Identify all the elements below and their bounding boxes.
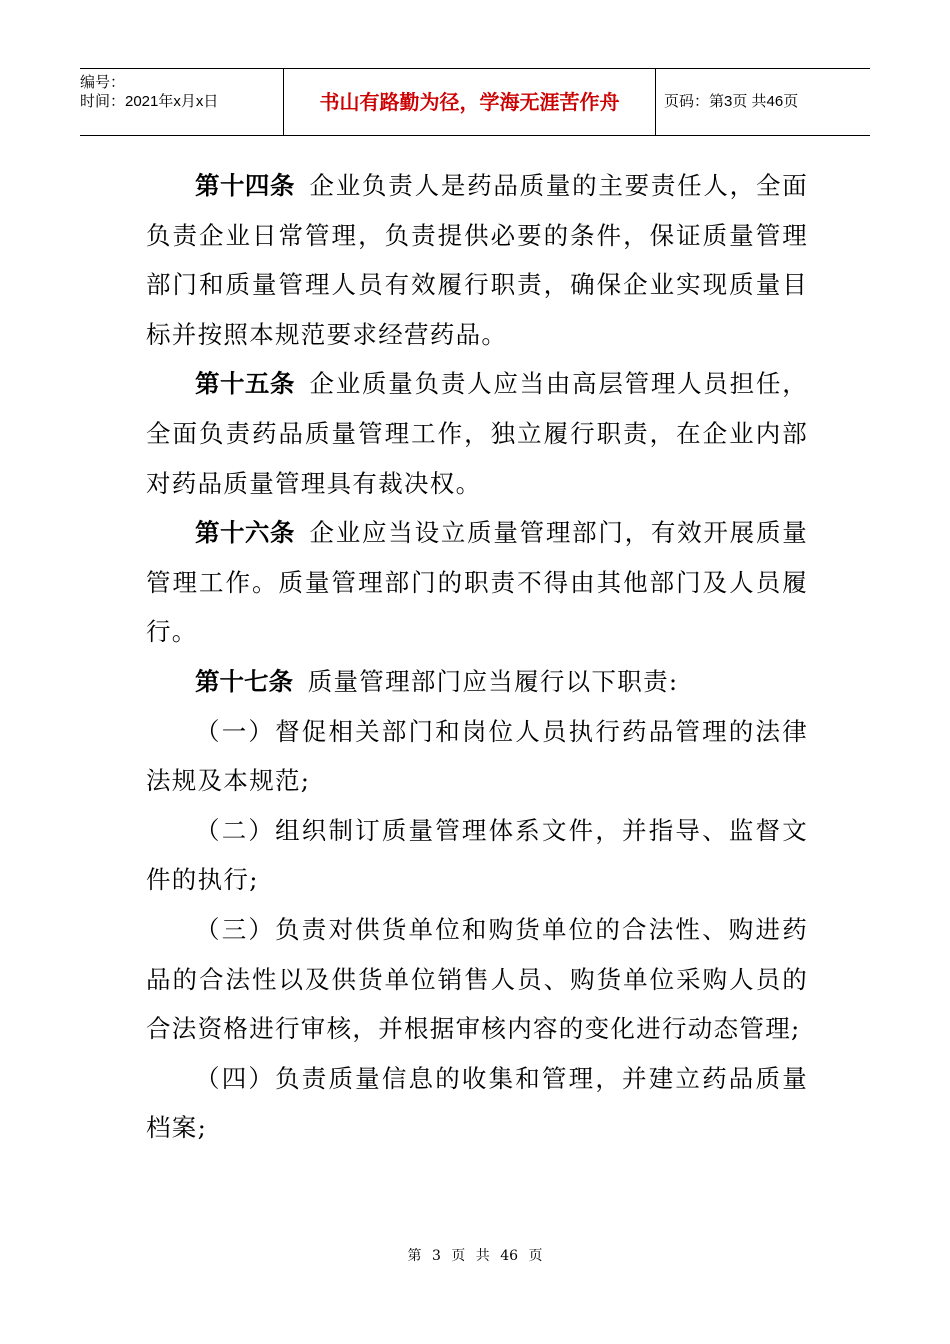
list-item-2 [146,806,808,905]
list-item-1 [146,707,808,806]
paragraph-article-15 [146,359,808,508]
article-number: 第十五条 [195,369,295,399]
header-meta [80,69,284,135]
list-item-text: （四）负责质量信息的收集和管理，并建立药品质量档案; [146,1063,808,1143]
document-time: 时间：2021年x月x日 [80,93,219,110]
list-item-text: （二）组织制订质量管理体系文件，并指导、监督文件的执行; [146,815,808,895]
article-number: 第十七条 [195,666,293,696]
article-number: 第十六条 [195,518,295,548]
header-page-info: 页码：第3页 共46页 [664,93,799,110]
document-body [146,161,808,1153]
page-footer: 第 3 页 共 46 页 [407,1248,543,1264]
list-item-3 [146,905,808,1054]
list-item-text: （一）督促相关部门和岗位人员执行药品管理的法律法规及本规范; [146,716,808,796]
paragraph-text: 企业应当设立质量管理部门，有效开展质量管理工作。质量管理部门的职责不得由其他部门及人员履行。 [146,518,809,647]
paragraph-article-17 [146,657,808,707]
page-header [80,68,870,136]
header-slogan: 书山有路勤为径，学海无涯苦作舟 [284,69,656,135]
paragraph-text: 企业质量负责人应当由高层管理人员担任，全面负责药品质量管理工作，独立履行职责，在企业内部对药品质量管理具有裁决权。 [146,369,809,498]
paragraph-text: 质量管理部门应当履行以下职责: [307,666,679,696]
list-item-4 [146,1054,808,1153]
list-item-text: （三）负责对供货单位和购货单位的合法性、购进药品的合法性以及供货单位销售人员、购货单位采购人员的合法资格进行审核，并根据审核内容的变化进行动态管理; [146,914,808,1044]
paragraph-article-16 [146,508,808,657]
paragraph-text: 企业负责人是药品质量的主要责任人，全面负责企业日常管理，负责提供必要的条件，保证质量管理部门和质量管理人员有效履行职责，确保企业实现质量目标并按照本规范要求经营药品。 [146,171,809,349]
document-number-label: 编号： [80,74,126,91]
article-number: 第十四条 [195,171,295,200]
paragraph-article-14 [146,161,808,359]
